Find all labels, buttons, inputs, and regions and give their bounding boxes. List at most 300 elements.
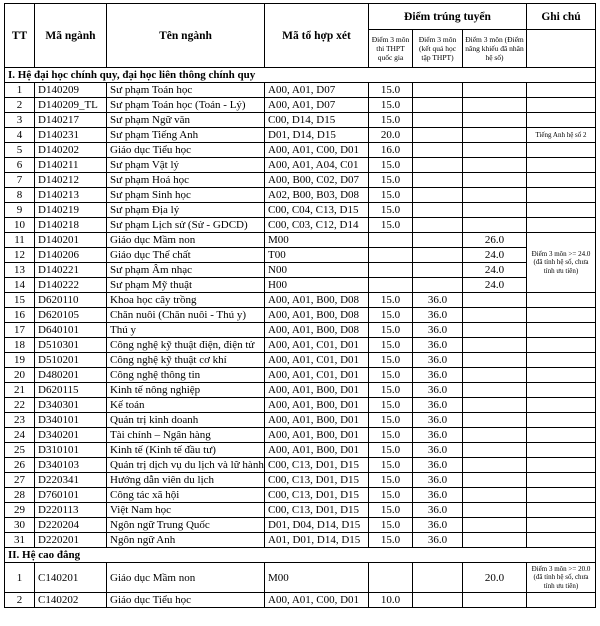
row-number: 1 <box>5 563 35 593</box>
score-nang-khieu: 24.0 <box>463 278 527 293</box>
row-number: 20 <box>5 368 35 383</box>
score-hoc-tap: 36.0 <box>413 308 463 323</box>
row-number: 14 <box>5 278 35 293</box>
major-name: Giáo dục Mầm non <box>107 233 265 248</box>
score-thpt: 15.0 <box>369 83 413 98</box>
score-nang-khieu <box>463 323 527 338</box>
major-name: Giáo dục Tiểu học <box>107 593 265 608</box>
subject-combination: D01, D04, D14, D15 <box>265 518 369 533</box>
major-code: D140231 <box>35 128 107 143</box>
major-name: Quản trị dịch vụ du lịch và lữ hành <box>107 458 265 473</box>
subject-combination: M00 <box>265 563 369 593</box>
row-number: 9 <box>5 203 35 218</box>
score-thpt: 15.0 <box>369 473 413 488</box>
row-number: 3 <box>5 113 35 128</box>
score-hoc-tap <box>413 158 463 173</box>
header-ghi-chu: Ghi chú <box>527 4 596 30</box>
row-number: 21 <box>5 383 35 398</box>
table-row <box>5 173 596 188</box>
score-thpt: 15.0 <box>369 428 413 443</box>
subject-combination: A00, A01, B00, D08 <box>265 323 369 338</box>
major-code: D220204 <box>35 518 107 533</box>
score-thpt: 20.0 <box>369 128 413 143</box>
note-cell <box>527 503 596 518</box>
major-name: Công nghệ thông tin <box>107 368 265 383</box>
row-number: 25 <box>5 443 35 458</box>
table-row <box>5 83 596 98</box>
score-nang-khieu <box>463 113 527 128</box>
major-name: Sư phạm Toán học <box>107 83 265 98</box>
subject-combination: M00 <box>265 233 369 248</box>
subject-combination: A02, B00, B03, D08 <box>265 188 369 203</box>
major-code: D140222 <box>35 278 107 293</box>
row-number: 7 <box>5 173 35 188</box>
row-number: 4 <box>5 128 35 143</box>
score-thpt: 16.0 <box>369 143 413 158</box>
score-thpt <box>369 563 413 593</box>
major-code: D340201 <box>35 428 107 443</box>
row-number: 24 <box>5 428 35 443</box>
major-code: D140209 <box>35 83 107 98</box>
table-row <box>5 263 596 278</box>
score-hoc-tap: 36.0 <box>413 413 463 428</box>
subject-combination: H00 <box>265 278 369 293</box>
row-number: 2 <box>5 593 35 608</box>
score-thpt: 15.0 <box>369 518 413 533</box>
table-row <box>5 368 596 383</box>
score-nang-khieu <box>463 518 527 533</box>
note-cell <box>527 338 596 353</box>
table-row <box>5 563 596 593</box>
score-hoc-tap <box>413 203 463 218</box>
table-row <box>5 473 596 488</box>
score-nang-khieu <box>463 383 527 398</box>
major-name: Kinh tế nông nghiệp <box>107 383 265 398</box>
major-name: Sư phạm Toán học (Toán - Lý) <box>107 98 265 113</box>
score-nang-khieu <box>463 488 527 503</box>
subject-combination: A00, A01, B00, D01 <box>265 398 369 413</box>
table-row <box>5 278 596 293</box>
header-ma-to-hop: Mã tổ hợp xét <box>265 4 369 68</box>
subject-combination: A01, D01, D14, D15 <box>265 533 369 548</box>
major-code: D140202 <box>35 143 107 158</box>
table-row <box>5 593 596 608</box>
score-hoc-tap <box>413 113 463 128</box>
score-hoc-tap <box>413 278 463 293</box>
score-nang-khieu: 24.0 <box>463 248 527 263</box>
score-hoc-tap: 36.0 <box>413 353 463 368</box>
score-thpt <box>369 233 413 248</box>
major-code: D140213 <box>35 188 107 203</box>
table-row <box>5 383 596 398</box>
note-cell <box>527 188 596 203</box>
table-row <box>5 188 596 203</box>
subject-combination: C00, C13, D01, D15 <box>265 503 369 518</box>
note-cell <box>527 518 596 533</box>
score-thpt: 15.0 <box>369 398 413 413</box>
row-number: 26 <box>5 458 35 473</box>
note-cell <box>527 473 596 488</box>
score-nang-khieu <box>463 428 527 443</box>
subject-combination: D01, D14, D15 <box>265 128 369 143</box>
row-number: 2 <box>5 98 35 113</box>
row-number: 6 <box>5 158 35 173</box>
score-nang-khieu <box>463 458 527 473</box>
score-nang-khieu <box>463 503 527 518</box>
subject-combination: C00, C13, D01, D15 <box>265 458 369 473</box>
score-hoc-tap: 36.0 <box>413 398 463 413</box>
table-row <box>5 458 596 473</box>
row-number: 1 <box>5 83 35 98</box>
score-thpt: 15.0 <box>369 338 413 353</box>
score-thpt: 15.0 <box>369 353 413 368</box>
subject-combination: A00, A01, C01, D01 <box>265 368 369 383</box>
score-hoc-tap <box>413 248 463 263</box>
major-name: Sư phạm Tiếng Anh <box>107 128 265 143</box>
major-name: Ngôn ngữ Anh <box>107 533 265 548</box>
score-nang-khieu <box>463 128 527 143</box>
score-nang-khieu <box>463 593 527 608</box>
major-code: D640101 <box>35 323 107 338</box>
score-hoc-tap <box>413 143 463 158</box>
score-hoc-tap: 36.0 <box>413 533 463 548</box>
score-nang-khieu <box>463 203 527 218</box>
row-number: 31 <box>5 533 35 548</box>
note-cell <box>527 203 596 218</box>
score-thpt: 15.0 <box>369 323 413 338</box>
row-number: 10 <box>5 218 35 233</box>
subheader-thpt: Điểm 3 môn thi THPT quốc gia <box>369 30 413 68</box>
score-hoc-tap: 36.0 <box>413 323 463 338</box>
table-row <box>5 128 596 143</box>
note-cell <box>527 113 596 128</box>
score-nang-khieu <box>463 98 527 113</box>
section-row <box>5 68 596 83</box>
score-thpt: 10.0 <box>369 593 413 608</box>
subject-combination: A00, A01, C00, D01 <box>265 143 369 158</box>
row-number: 22 <box>5 398 35 413</box>
note-cell <box>527 443 596 458</box>
major-name: Giáo dục Mầm non <box>107 563 265 593</box>
table-row <box>5 113 596 128</box>
subject-combination: A00, A01, B00, D08 <box>265 308 369 323</box>
score-hoc-tap <box>413 263 463 278</box>
score-hoc-tap <box>413 218 463 233</box>
subject-combination: C00, C03, C12, D14 <box>265 218 369 233</box>
table-row <box>5 443 596 458</box>
score-nang-khieu <box>463 338 527 353</box>
subject-combination: A00, A01, D07 <box>265 98 369 113</box>
row-number: 18 <box>5 338 35 353</box>
table-row <box>5 143 596 158</box>
subject-combination: C00, C13, D01, D15 <box>265 488 369 503</box>
note-cell <box>527 533 596 548</box>
score-hoc-tap <box>413 188 463 203</box>
subject-combination: A00, A01, B00, D08 <box>265 293 369 308</box>
note-cell <box>527 83 596 98</box>
score-nang-khieu <box>463 188 527 203</box>
note-cell <box>527 383 596 398</box>
major-name: Việt Nam học <box>107 503 265 518</box>
table-row <box>5 353 596 368</box>
score-hoc-tap <box>413 563 463 593</box>
score-thpt: 15.0 <box>369 113 413 128</box>
score-thpt: 15.0 <box>369 368 413 383</box>
row-number: 23 <box>5 413 35 428</box>
major-code: C140201 <box>35 563 107 593</box>
subject-combination: A00, A01, B00, D01 <box>265 428 369 443</box>
major-code: D620110 <box>35 293 107 308</box>
score-hoc-tap: 36.0 <box>413 368 463 383</box>
header-ma-nganh: Mã ngành <box>35 4 107 68</box>
score-nang-khieu <box>463 143 527 158</box>
score-thpt: 15.0 <box>369 173 413 188</box>
score-nang-khieu <box>463 473 527 488</box>
note-cell <box>527 323 596 338</box>
score-hoc-tap: 36.0 <box>413 503 463 518</box>
score-nang-khieu <box>463 218 527 233</box>
subject-combination: C00, D14, D15 <box>265 113 369 128</box>
major-code: D140221 <box>35 263 107 278</box>
row-number: 13 <box>5 263 35 278</box>
section-row <box>5 548 596 563</box>
table-row <box>5 323 596 338</box>
score-thpt <box>369 248 413 263</box>
major-code: D480201 <box>35 368 107 383</box>
score-hoc-tap: 36.0 <box>413 428 463 443</box>
major-name: Sư phạm Sinh học <box>107 188 265 203</box>
major-name: Chăn nuôi (Chăn nuôi - Thú y) <box>107 308 265 323</box>
major-name: Công nghệ kỹ thuật cơ khí <box>107 353 265 368</box>
major-code: D340101 <box>35 413 107 428</box>
major-code: D310101 <box>35 443 107 458</box>
score-thpt: 15.0 <box>369 308 413 323</box>
score-nang-khieu <box>463 83 527 98</box>
score-hoc-tap: 36.0 <box>413 488 463 503</box>
score-nang-khieu <box>463 398 527 413</box>
row-number: 12 <box>5 248 35 263</box>
major-code: D140206 <box>35 248 107 263</box>
major-name: Giáo dục Thể chất <box>107 248 265 263</box>
note-cell <box>527 353 596 368</box>
score-nang-khieu: 20.0 <box>463 563 527 593</box>
major-name: Sư phạm Lịch sử (Sử - GDCD) <box>107 218 265 233</box>
major-name: Kinh tế (Kinh tế đầu tư) <box>107 443 265 458</box>
score-thpt: 15.0 <box>369 188 413 203</box>
table-row <box>5 428 596 443</box>
note-cell <box>527 368 596 383</box>
note-cell: Điểm 3 môn >= 20.0 (đã tính hệ số, chưa tính ưu tiên) <box>527 563 596 593</box>
major-code: D510301 <box>35 338 107 353</box>
row-number: 5 <box>5 143 35 158</box>
major-code: C140202 <box>35 593 107 608</box>
score-thpt: 15.0 <box>369 293 413 308</box>
score-thpt: 15.0 <box>369 533 413 548</box>
score-nang-khieu <box>463 413 527 428</box>
score-nang-khieu <box>463 173 527 188</box>
score-hoc-tap <box>413 233 463 248</box>
note-cell <box>527 98 596 113</box>
score-hoc-tap <box>413 98 463 113</box>
note-cell <box>527 308 596 323</box>
major-code: D340103 <box>35 458 107 473</box>
note-cell <box>527 398 596 413</box>
major-code: D140201 <box>35 233 107 248</box>
table-row <box>5 203 596 218</box>
note-cell <box>527 428 596 443</box>
row-number: 15 <box>5 293 35 308</box>
major-code: D220341 <box>35 473 107 488</box>
note-cell <box>527 158 596 173</box>
major-name: Tài chính – Ngân hàng <box>107 428 265 443</box>
major-name: Ngôn ngữ Trung Quốc <box>107 518 265 533</box>
score-hoc-tap: 36.0 <box>413 443 463 458</box>
score-hoc-tap <box>413 593 463 608</box>
major-name: Hướng dẫn viên du lịch <box>107 473 265 488</box>
score-hoc-tap: 36.0 <box>413 518 463 533</box>
score-nang-khieu <box>463 368 527 383</box>
score-nang-khieu <box>463 353 527 368</box>
section-title: I. Hệ đại học chính quy, đại học liên thông chính quy <box>5 68 596 83</box>
row-number: 16 <box>5 308 35 323</box>
score-hoc-tap: 36.0 <box>413 293 463 308</box>
score-nang-khieu <box>463 443 527 458</box>
subject-combination: A00, A01, B00, D01 <box>265 413 369 428</box>
score-thpt: 15.0 <box>369 458 413 473</box>
ghi-chu-empty <box>527 30 596 68</box>
subject-combination: A00, A01, C01, D01 <box>265 353 369 368</box>
subject-combination: A00, A01, A04, C01 <box>265 158 369 173</box>
note-cell <box>527 458 596 473</box>
admission-score-table <box>4 3 596 608</box>
table-row <box>5 413 596 428</box>
major-name: Quản trị kinh doanh <box>107 413 265 428</box>
major-name: Sư phạm Vật lý <box>107 158 265 173</box>
header-diem-trung-tuyen: Điểm trúng tuyển <box>369 4 527 30</box>
score-hoc-tap: 36.0 <box>413 383 463 398</box>
major-name: Công nghệ kỹ thuật điện, điện tử <box>107 338 265 353</box>
major-code: D140211 <box>35 158 107 173</box>
score-nang-khieu <box>463 308 527 323</box>
subject-combination: A00, A01, B00, D01 <box>265 383 369 398</box>
note-cell: Tiếng Anh hệ số 2 <box>527 128 596 143</box>
major-name: Sư phạm Hoá học <box>107 173 265 188</box>
note-cell <box>527 143 596 158</box>
score-thpt: 15.0 <box>369 98 413 113</box>
row-number: 29 <box>5 503 35 518</box>
subject-combination: C00, C13, D01, D15 <box>265 473 369 488</box>
note-cell <box>527 173 596 188</box>
row-number: 17 <box>5 323 35 338</box>
score-thpt <box>369 278 413 293</box>
table-row <box>5 338 596 353</box>
score-thpt: 15.0 <box>369 488 413 503</box>
table-row <box>5 488 596 503</box>
row-number: 8 <box>5 188 35 203</box>
subject-combination: A00, A01, B00, D01 <box>265 443 369 458</box>
subject-combination: A00, A01, C01, D01 <box>265 338 369 353</box>
subject-combination: C00, C04, C13, D15 <box>265 203 369 218</box>
note-cell <box>527 293 596 308</box>
major-code: D340301 <box>35 398 107 413</box>
score-thpt: 15.0 <box>369 203 413 218</box>
note-cell <box>527 413 596 428</box>
subject-combination: A00, B00, C02, D07 <box>265 173 369 188</box>
score-thpt: 15.0 <box>369 383 413 398</box>
note-cell: Điểm 3 môn >= 24.0 (đã tính hệ số, chưa tính ưu tiên) <box>527 233 596 293</box>
table-row <box>5 218 596 233</box>
major-name: Thú y <box>107 323 265 338</box>
major-name: Sư phạm Mỹ thuật <box>107 278 265 293</box>
score-hoc-tap <box>413 83 463 98</box>
major-code: D220113 <box>35 503 107 518</box>
score-hoc-tap: 36.0 <box>413 473 463 488</box>
row-number: 30 <box>5 518 35 533</box>
major-name: Khoa học cây trồng <box>107 293 265 308</box>
major-code: D140212 <box>35 173 107 188</box>
score-hoc-tap <box>413 173 463 188</box>
score-hoc-tap <box>413 128 463 143</box>
row-number: 19 <box>5 353 35 368</box>
score-thpt: 15.0 <box>369 443 413 458</box>
table-row <box>5 503 596 518</box>
table-row <box>5 308 596 323</box>
major-code: D140218 <box>35 218 107 233</box>
major-code: D140209_TL <box>35 98 107 113</box>
header-ten-nganh: Tên ngành <box>107 4 265 68</box>
row-number: 11 <box>5 233 35 248</box>
major-name: Sư phạm Âm nhạc <box>107 263 265 278</box>
major-code: D620105 <box>35 308 107 323</box>
subject-combination: A00, A01, D07 <box>265 83 369 98</box>
score-hoc-tap: 36.0 <box>413 458 463 473</box>
major-name: Giáo dục Tiểu học <box>107 143 265 158</box>
major-code: D140219 <box>35 203 107 218</box>
major-code: D620115 <box>35 383 107 398</box>
table-row <box>5 293 596 308</box>
score-nang-khieu: 24.0 <box>463 263 527 278</box>
major-code: D760101 <box>35 488 107 503</box>
subject-combination: N00 <box>265 263 369 278</box>
score-nang-khieu: 26.0 <box>463 233 527 248</box>
major-name: Kế toán <box>107 398 265 413</box>
table-row <box>5 98 596 113</box>
score-hoc-tap: 36.0 <box>413 338 463 353</box>
major-code: D220201 <box>35 533 107 548</box>
score-thpt: 15.0 <box>369 218 413 233</box>
subject-combination: T00 <box>265 248 369 263</box>
row-number: 28 <box>5 488 35 503</box>
score-thpt: 15.0 <box>369 503 413 518</box>
table-row <box>5 248 596 263</box>
note-cell <box>527 593 596 608</box>
score-thpt: 15.0 <box>369 158 413 173</box>
score-thpt: 15.0 <box>369 413 413 428</box>
score-nang-khieu <box>463 158 527 173</box>
major-code: D140217 <box>35 113 107 128</box>
table-row <box>5 518 596 533</box>
note-cell <box>527 218 596 233</box>
table-row <box>5 533 596 548</box>
table-row <box>5 233 596 248</box>
major-code: D510201 <box>35 353 107 368</box>
table-row <box>5 398 596 413</box>
score-nang-khieu <box>463 293 527 308</box>
subject-combination: A00, A01, C00, D01 <box>265 593 369 608</box>
subheader-hoc-tap: Điểm 3 môn (kết quả học tập THPT) <box>413 30 463 68</box>
note-cell <box>527 488 596 503</box>
section-title: II. Hệ cao đẳng <box>5 548 596 563</box>
